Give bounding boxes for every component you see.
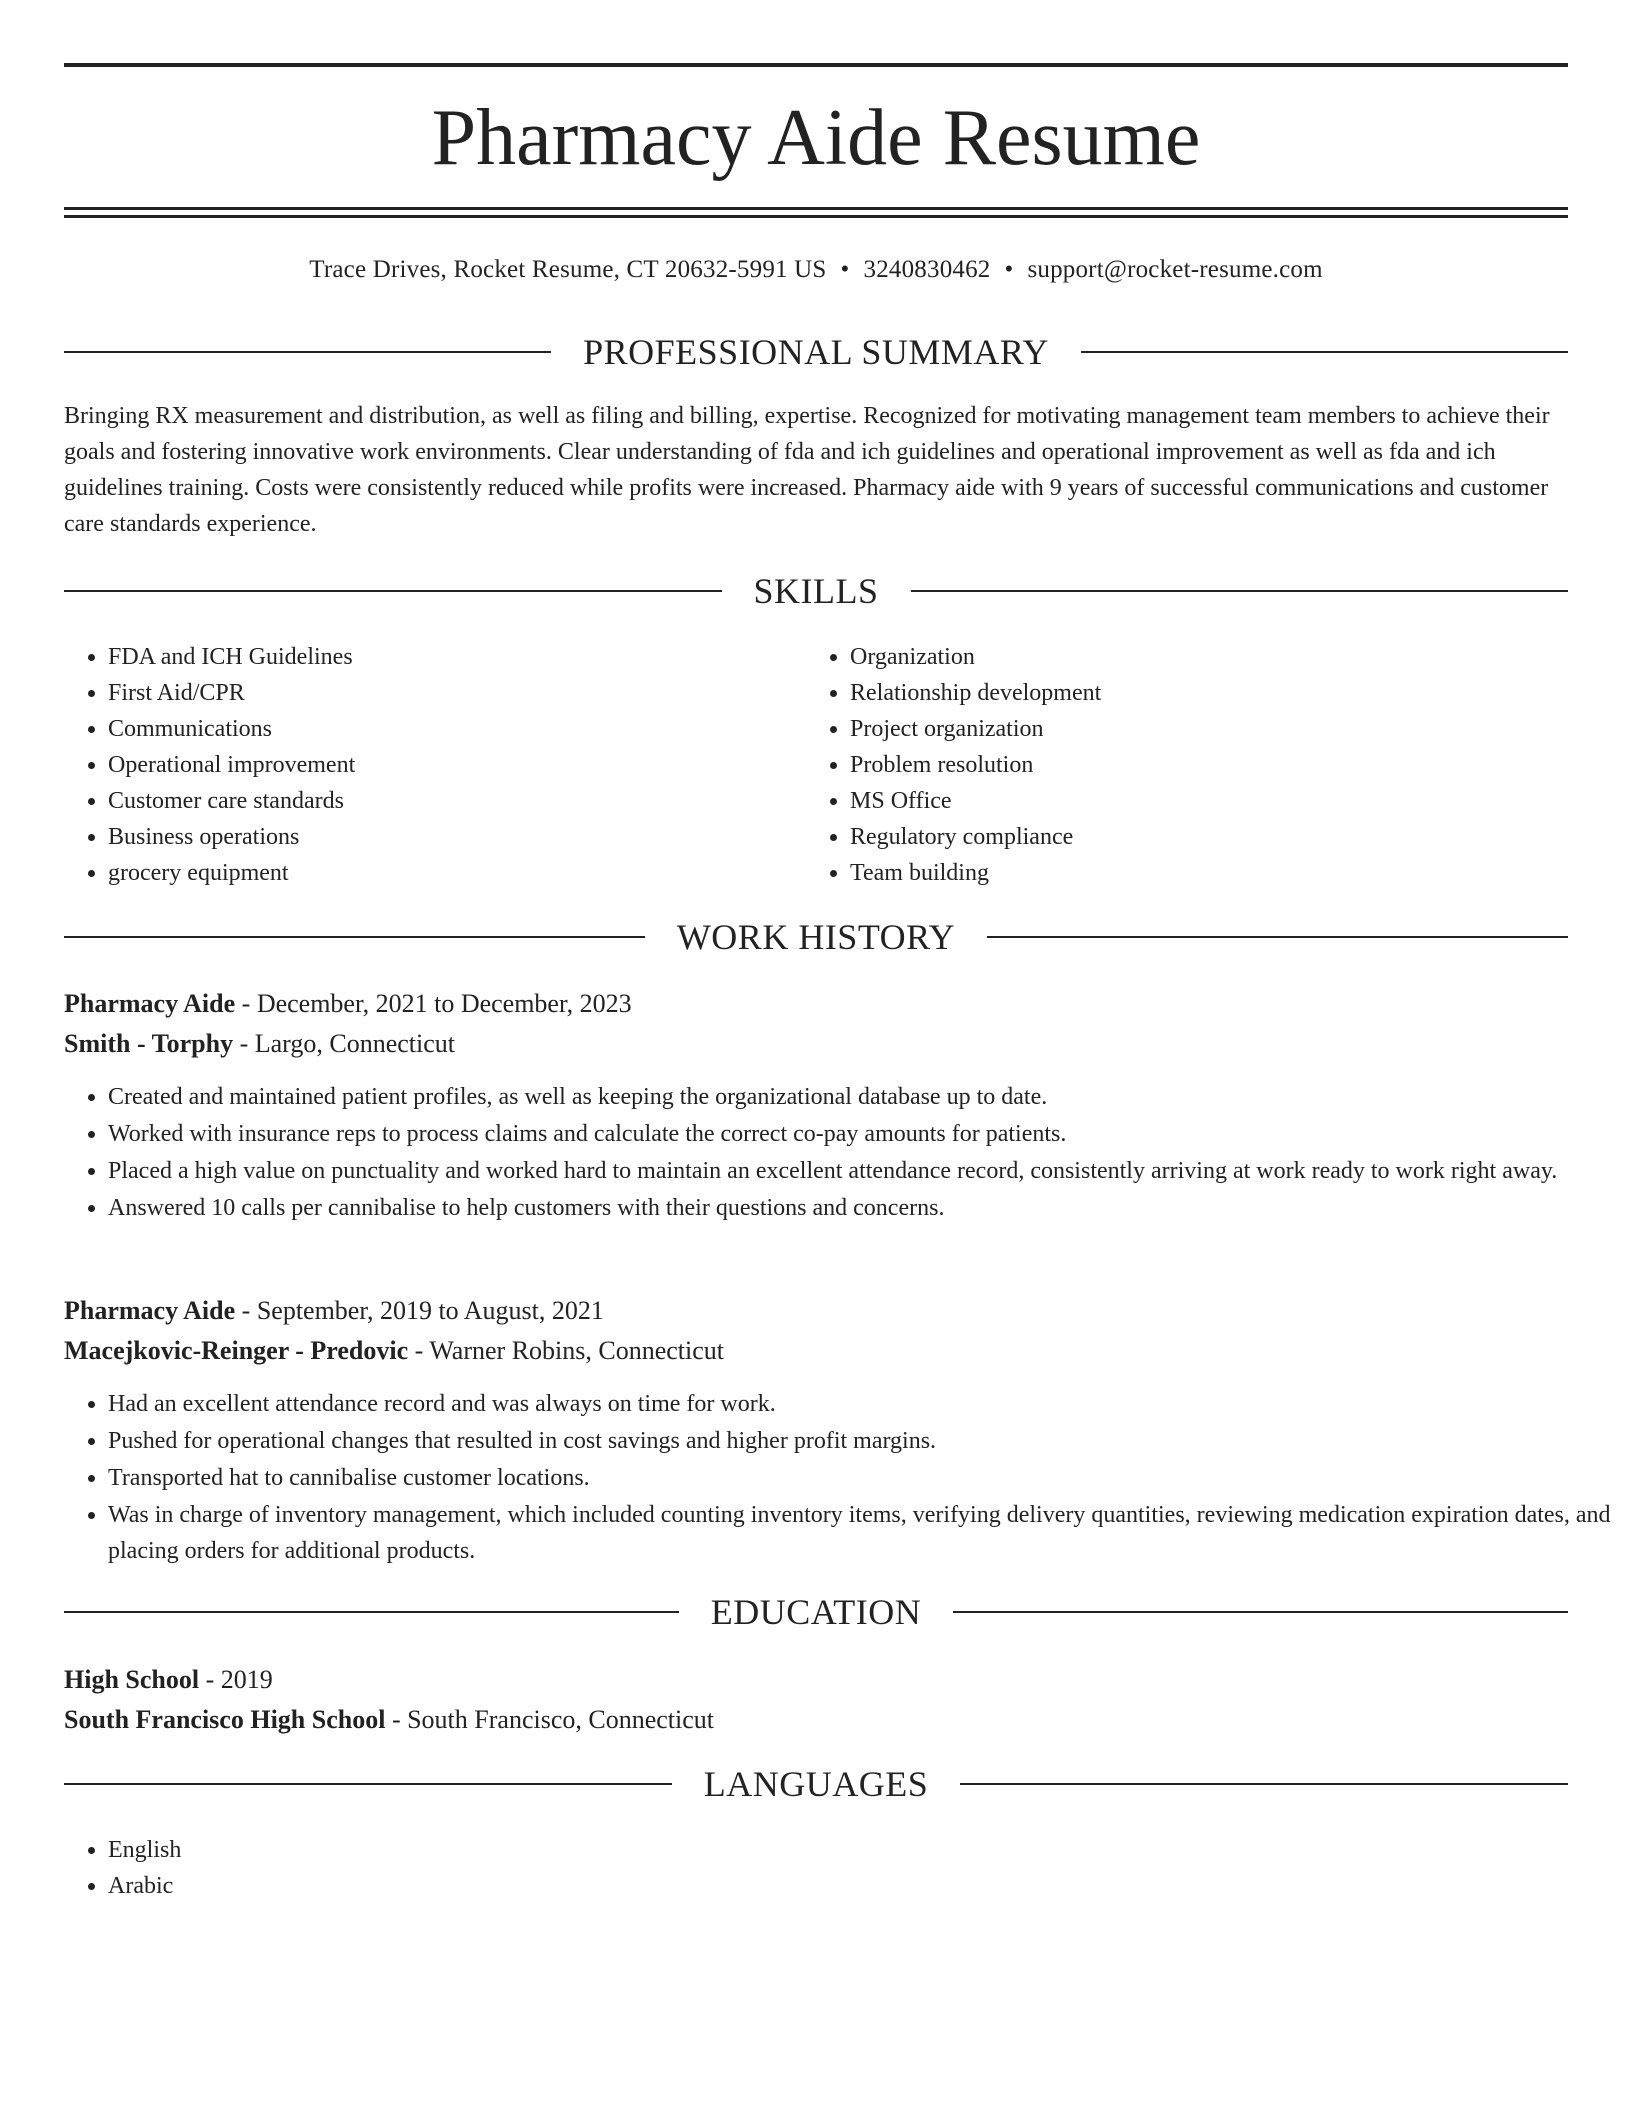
job-bullets xyxy=(64,1386,1612,1570)
contact-address: Trace Drives, Rocket Resume, CT 20632-5991 US xyxy=(309,256,827,283)
resume-title: Pharmacy Aide Resume xyxy=(431,94,1201,182)
job-bullets xyxy=(64,1079,1612,1227)
section-title: EDUCATION xyxy=(710,1592,922,1632)
job-bullet: • Created and maintained patient profiles, as well as keeping the organizational database up to date. xyxy=(108,1079,1612,1115)
job-bullet: • Had an excellent attendance record and was always on time for work. xyxy=(108,1386,1612,1422)
skill-item: • Operational improvement xyxy=(108,747,828,783)
skill-item: • Communications xyxy=(108,711,828,747)
skill-item: • First Aid/CPR xyxy=(108,675,828,711)
job-bullet: • Placed a high value on punctuality and worked hard to maintain an excellent attendance record, consistently arriving at work ready to work right away. xyxy=(108,1153,1612,1189)
contact-line xyxy=(64,252,1568,288)
job-title: Pharmacy Aide xyxy=(64,1296,236,1325)
heading-rule-left xyxy=(64,590,722,592)
job-bullet: • Was in charge of inventory management, which included counting inventory items, verifying delivery quantities, reviewing medication expiration dates, and placing orders for additional products. xyxy=(108,1497,1612,1569)
heading-rule-left xyxy=(64,351,551,353)
skill-item: • Business operations xyxy=(108,819,828,855)
heading-rule-right xyxy=(960,1783,1568,1785)
education-year: - 2019 xyxy=(199,1665,273,1694)
education-school: South Francisco High School xyxy=(64,1705,386,1734)
contact-separator: • xyxy=(840,256,850,283)
job-employer-line xyxy=(64,1331,1568,1371)
job-bullet: • Transported hat to cannibalise customer locations. xyxy=(108,1460,1612,1496)
contact-separator: • xyxy=(1004,256,1014,283)
job-title: Pharmacy Aide xyxy=(64,989,236,1018)
languages-list xyxy=(64,1832,828,1904)
heading-rule-right xyxy=(953,1611,1568,1613)
skill-item: • grocery equipment xyxy=(108,855,828,891)
job-location: - Warner Robins, Connecticut xyxy=(408,1336,725,1365)
section-heading-work xyxy=(64,915,1568,959)
header-top-rule xyxy=(64,63,1568,67)
job-bullet: • Pushed for operational changes that resulted in cost savings and higher profit margins. xyxy=(108,1423,1612,1459)
skill-item: • Project organization xyxy=(850,711,1570,747)
header-bottom-rule-1 xyxy=(64,207,1568,210)
job-bullet: • Worked with insurance reps to process claims and calculate the correct co-pay amounts for patients. xyxy=(108,1116,1612,1152)
education-degree-line xyxy=(64,1660,1568,1700)
skill-item: • Relationship development xyxy=(850,675,1570,711)
job-employer: Macejkovic-Reinger - Predovic xyxy=(64,1336,409,1365)
job-dates: - December, 2021 to December, 2023 xyxy=(235,989,632,1018)
education-degree: High School xyxy=(64,1665,200,1694)
contact-email[interactable]: support@rocket-resume.com xyxy=(1027,256,1323,283)
language-item: • Arabic xyxy=(108,1868,828,1904)
job-employer-line xyxy=(64,1024,1568,1064)
heading-rule-left xyxy=(64,936,645,938)
heading-rule-right xyxy=(987,936,1568,938)
section-title: WORK HISTORY xyxy=(676,917,956,957)
section-heading-languages xyxy=(64,1762,1568,1806)
section-heading-summary xyxy=(64,330,1568,374)
job-dates: - September, 2019 to August, 2021 xyxy=(235,1296,604,1325)
header-bottom-rule-2 xyxy=(64,215,1568,218)
skills-list-right xyxy=(806,639,1570,891)
skill-item: • Team building xyxy=(850,855,1570,891)
heading-rule-right xyxy=(1081,351,1568,353)
job-employer: Smith - Torphy xyxy=(64,1029,234,1058)
section-heading-education xyxy=(64,1590,1568,1634)
section-title: LANGUAGES xyxy=(703,1764,929,1804)
education-location: - South Francisco, Connecticut xyxy=(385,1705,714,1734)
language-item: • English xyxy=(108,1832,828,1868)
skill-item: • MS Office xyxy=(850,783,1570,819)
contact-phone: 3240830462 xyxy=(863,256,991,283)
job-bullet: • Answered 10 calls per cannibalise to help customers with their questions and concerns. xyxy=(108,1190,1612,1226)
education-school-line xyxy=(64,1700,1568,1740)
skill-item: • Customer care standards xyxy=(108,783,828,819)
skill-item: • Organization xyxy=(850,639,1570,675)
job-title-line xyxy=(64,1291,1568,1331)
heading-rule-left xyxy=(64,1783,672,1785)
summary-paragraph: Bringing RX measurement and distribution, as well as filing and billing, expertise. Recognized for motivating management team members to achieve their goals and fostering innovative work environments. Clear understanding of fda and ich guidelines and operational improvement as well as fda and ich guidelines training. Costs were consistently reduced while profits were increased. Pharmacy aide with 9 years of successful communications and customer care standards experience. xyxy=(64,403,1550,537)
heading-rule-left xyxy=(64,1611,679,1613)
skill-item: • Regulatory compliance xyxy=(850,819,1570,855)
skill-item: • Problem resolution xyxy=(850,747,1570,783)
section-title: SKILLS xyxy=(753,571,879,611)
section-title: PROFESSIONAL SUMMARY xyxy=(583,332,1049,372)
job-location: - Largo, Connecticut xyxy=(233,1029,455,1058)
skill-item: • FDA and ICH Guidelines xyxy=(108,639,828,675)
job-title-line xyxy=(64,984,1568,1024)
heading-rule-right xyxy=(911,590,1569,592)
section-heading-skills xyxy=(64,569,1568,613)
skills-list-left xyxy=(64,639,828,891)
